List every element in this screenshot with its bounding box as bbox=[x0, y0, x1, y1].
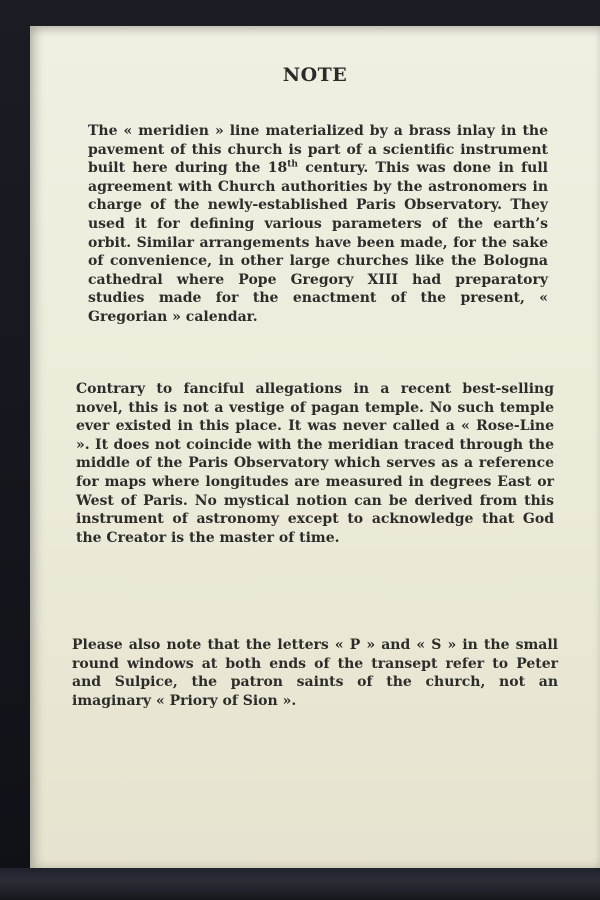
frame-bottom-edge bbox=[0, 868, 600, 900]
paragraph-meridian-line-text-start: The « meridien » line materialized by a brass inlay in the pavement of this church is part of a scientific instrument built here during the 18 bbox=[88, 123, 548, 177]
paragraph-meridian-line-text-end: century. This was done in full agreement with Church authorities by the astronomers in charge of the newly-established Paris Observatory. They used it for defining various parameters of the earth’s orbit. Similar arrangements have been made, for the sake of convenience, in other large churches like the Bologna cathedral where Pope Gregory XIII had preparatory studies made for the enactment of the present, « Gregorian » calendar. bbox=[88, 160, 548, 325]
paragraph-letters-p-s: Please also note that the letters « P » and « S » in the small round windows at both ends of the transept refer to Peter and Sulpice, the patron saints of the church, not an imaginary « Priory of Sion ». bbox=[72, 637, 558, 709]
note-title: NOTE bbox=[282, 64, 348, 86]
paragraph-meridian-line bbox=[88, 122, 548, 327]
paragraph-allegations: Contrary to fanciful allegations in a recent best-selling novel, this is not a vestige of pagan temple. No such temple ever existed in this place. It was never called a « Rose-Line ». It does not coincide with the meridian traced through the middle of the Paris Observatory which serves as a reference for maps where longitudes are measured in degrees East or West of Paris. No mystical notion can be derived from this instrument of astronomy except to acknowledge that God the Creator is the master of time. bbox=[76, 381, 554, 546]
ordinal-suffix: th bbox=[287, 159, 298, 170]
